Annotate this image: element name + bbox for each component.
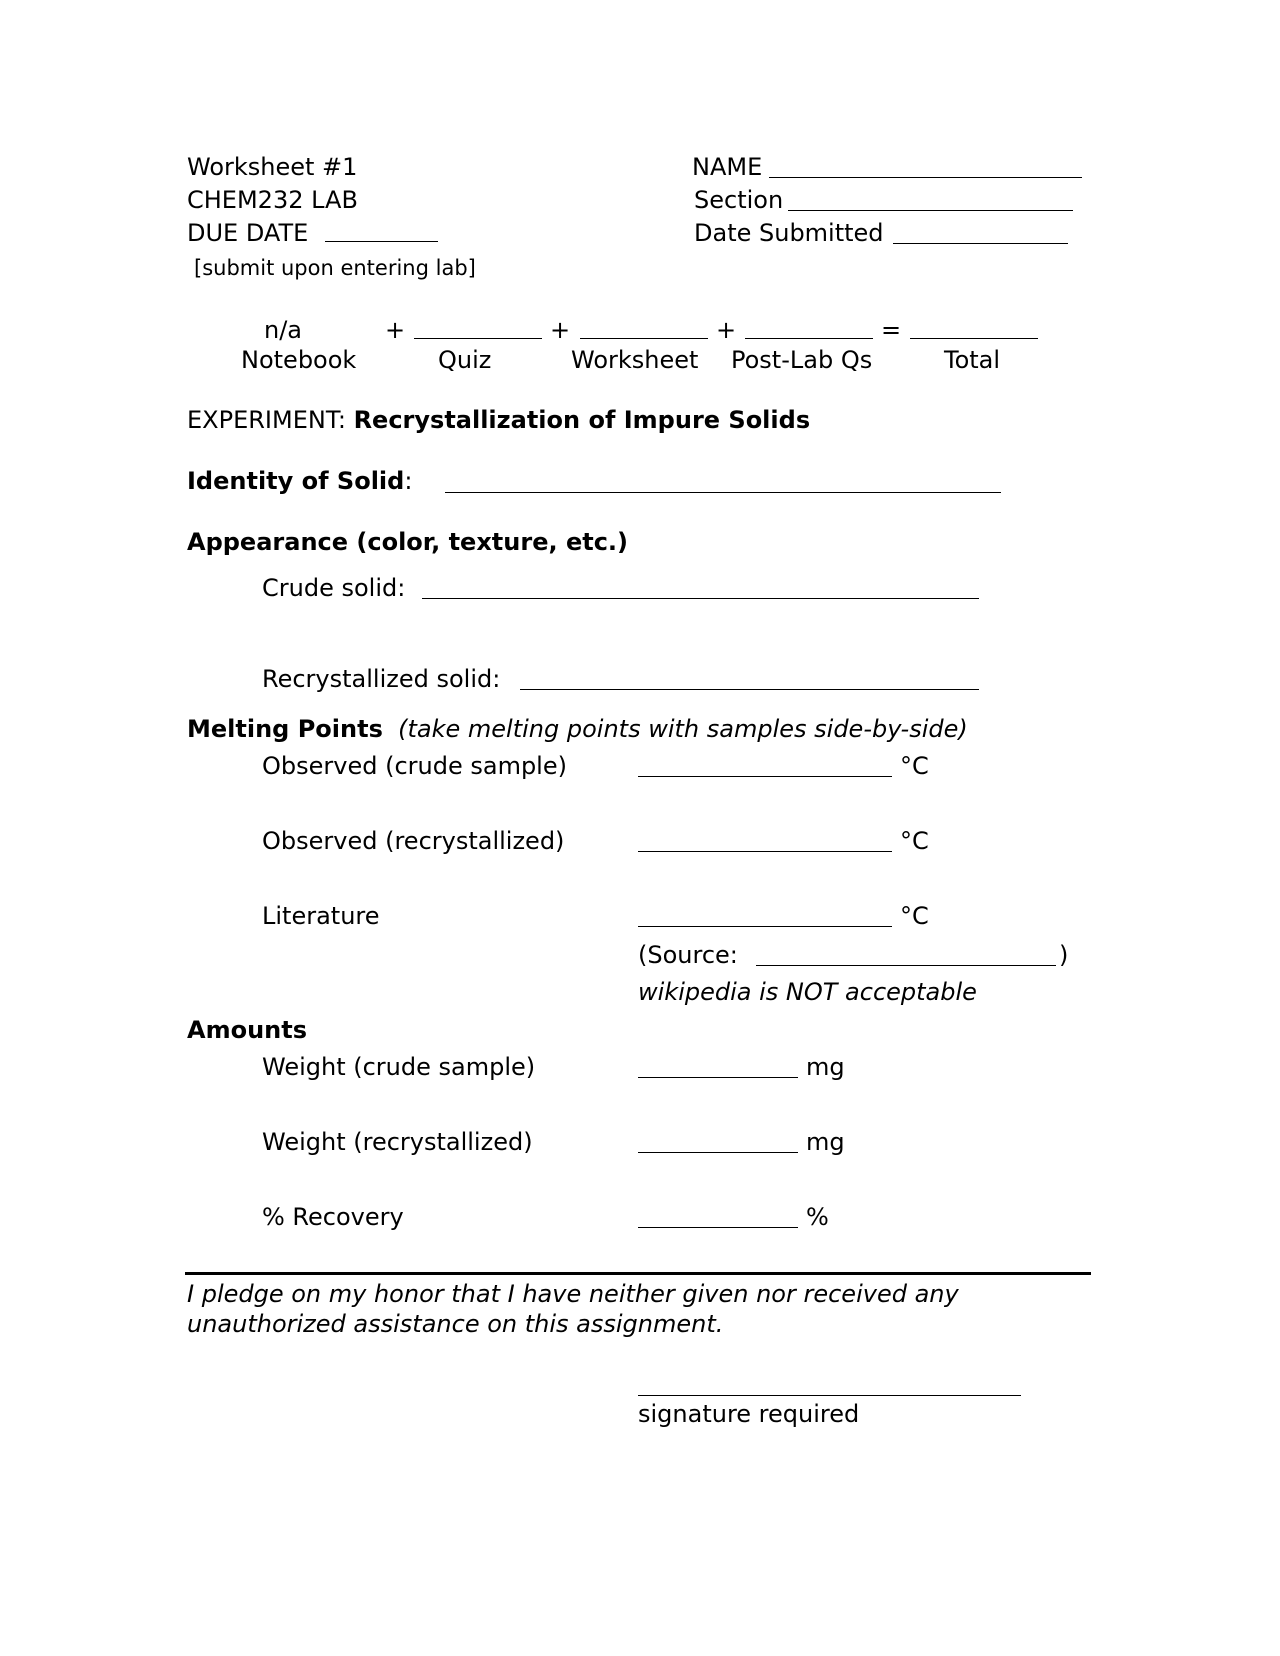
amounts-heading: Amounts (187, 1016, 307, 1044)
equals-sign: = (881, 316, 902, 344)
total-label: Total (944, 346, 1001, 374)
recrystallized-solid-field[interactable] (520, 689, 979, 690)
recrystallized-solid-label: Recrystallized solid: (262, 665, 501, 693)
total-score-field[interactable] (910, 338, 1038, 339)
course-name: CHEM232 LAB (187, 186, 358, 214)
melting-note: (take melting points with samples side-by-side) (398, 715, 968, 743)
mp-literature-label: Literature (262, 902, 380, 930)
crude-solid-field[interactable] (422, 598, 979, 599)
mp-literature-unit: °C (900, 902, 929, 930)
quiz-score-field[interactable] (414, 338, 542, 339)
mp-recrystallized-field[interactable] (638, 851, 892, 852)
submit-note: [submit upon entering lab] (194, 256, 476, 280)
plus-sign-1: + (385, 316, 406, 344)
recovery-unit: % (806, 1203, 829, 1231)
crude-solid-label: Crude solid: (262, 574, 406, 602)
date-submitted-field[interactable] (893, 243, 1068, 244)
melting-heading-line (187, 717, 968, 741)
section-label: Section (694, 186, 784, 214)
notebook-label: Notebook (241, 346, 357, 374)
mp-recrystallized-label: Observed (recrystallized) (262, 827, 565, 855)
source-field[interactable] (756, 965, 1056, 966)
identity-label: Identity of Solid (187, 467, 405, 495)
pledge-line-2: unauthorized assistance on this assignment. (187, 1310, 724, 1338)
mp-recrystallized-unit: °C (900, 827, 929, 855)
weight-recrystallized-label: Weight (recrystallized) (262, 1128, 533, 1156)
date-submitted-label: Date Submitted (694, 219, 884, 247)
weight-recrystallized-unit: mg (806, 1128, 845, 1156)
identity-line (187, 469, 412, 493)
worksheet-label: Worksheet (571, 346, 699, 374)
weight-crude-unit: mg (806, 1053, 845, 1081)
identity-field[interactable] (445, 492, 1001, 493)
mp-crude-label: Observed (crude sample) (262, 752, 567, 780)
notebook-score: n/a (264, 316, 303, 344)
signature-field[interactable] (638, 1395, 1021, 1396)
due-date-field[interactable] (325, 241, 438, 242)
source-open-label: (Source: (638, 941, 738, 969)
worksheet-number: Worksheet #1 (187, 153, 358, 181)
weight-crude-label: Weight (crude sample) (262, 1053, 536, 1081)
wikipedia-note: wikipedia is NOT acceptable (638, 978, 977, 1006)
signature-label: signature required (638, 1400, 860, 1428)
source-close-paren: ) (1059, 941, 1069, 969)
mp-crude-unit: °C (900, 752, 929, 780)
melting-heading: Melting Points (187, 715, 383, 743)
identity-colon: : (404, 467, 413, 495)
section-field[interactable] (788, 210, 1073, 211)
name-label: NAME (692, 153, 763, 181)
quiz-label: Quiz (438, 346, 492, 374)
mp-literature-field[interactable] (638, 926, 892, 927)
worksheet-score-field[interactable] (580, 338, 708, 339)
appearance-heading: Appearance (color, texture, etc.) (187, 528, 628, 556)
weight-recrystallized-field[interactable] (638, 1152, 798, 1153)
postlab-label: Post-Lab Qs (731, 346, 873, 374)
recovery-label: % Recovery (262, 1203, 404, 1231)
weight-crude-field[interactable] (638, 1077, 798, 1078)
plus-sign-2: + (550, 316, 571, 344)
pledge-line-1: I pledge on my honor that I have neither given nor received any (187, 1280, 959, 1308)
experiment-line (187, 408, 810, 432)
due-date-label: DUE DATE (187, 219, 309, 247)
experiment-title: Recrystallization of Impure Solids (353, 406, 811, 434)
experiment-label: EXPERIMENT: (187, 406, 354, 434)
recovery-field[interactable] (638, 1227, 798, 1228)
pledge-divider (185, 1272, 1091, 1275)
name-field[interactable] (769, 177, 1082, 178)
postlab-score-field[interactable] (745, 338, 873, 339)
plus-sign-3: + (716, 316, 737, 344)
mp-crude-field[interactable] (638, 776, 892, 777)
